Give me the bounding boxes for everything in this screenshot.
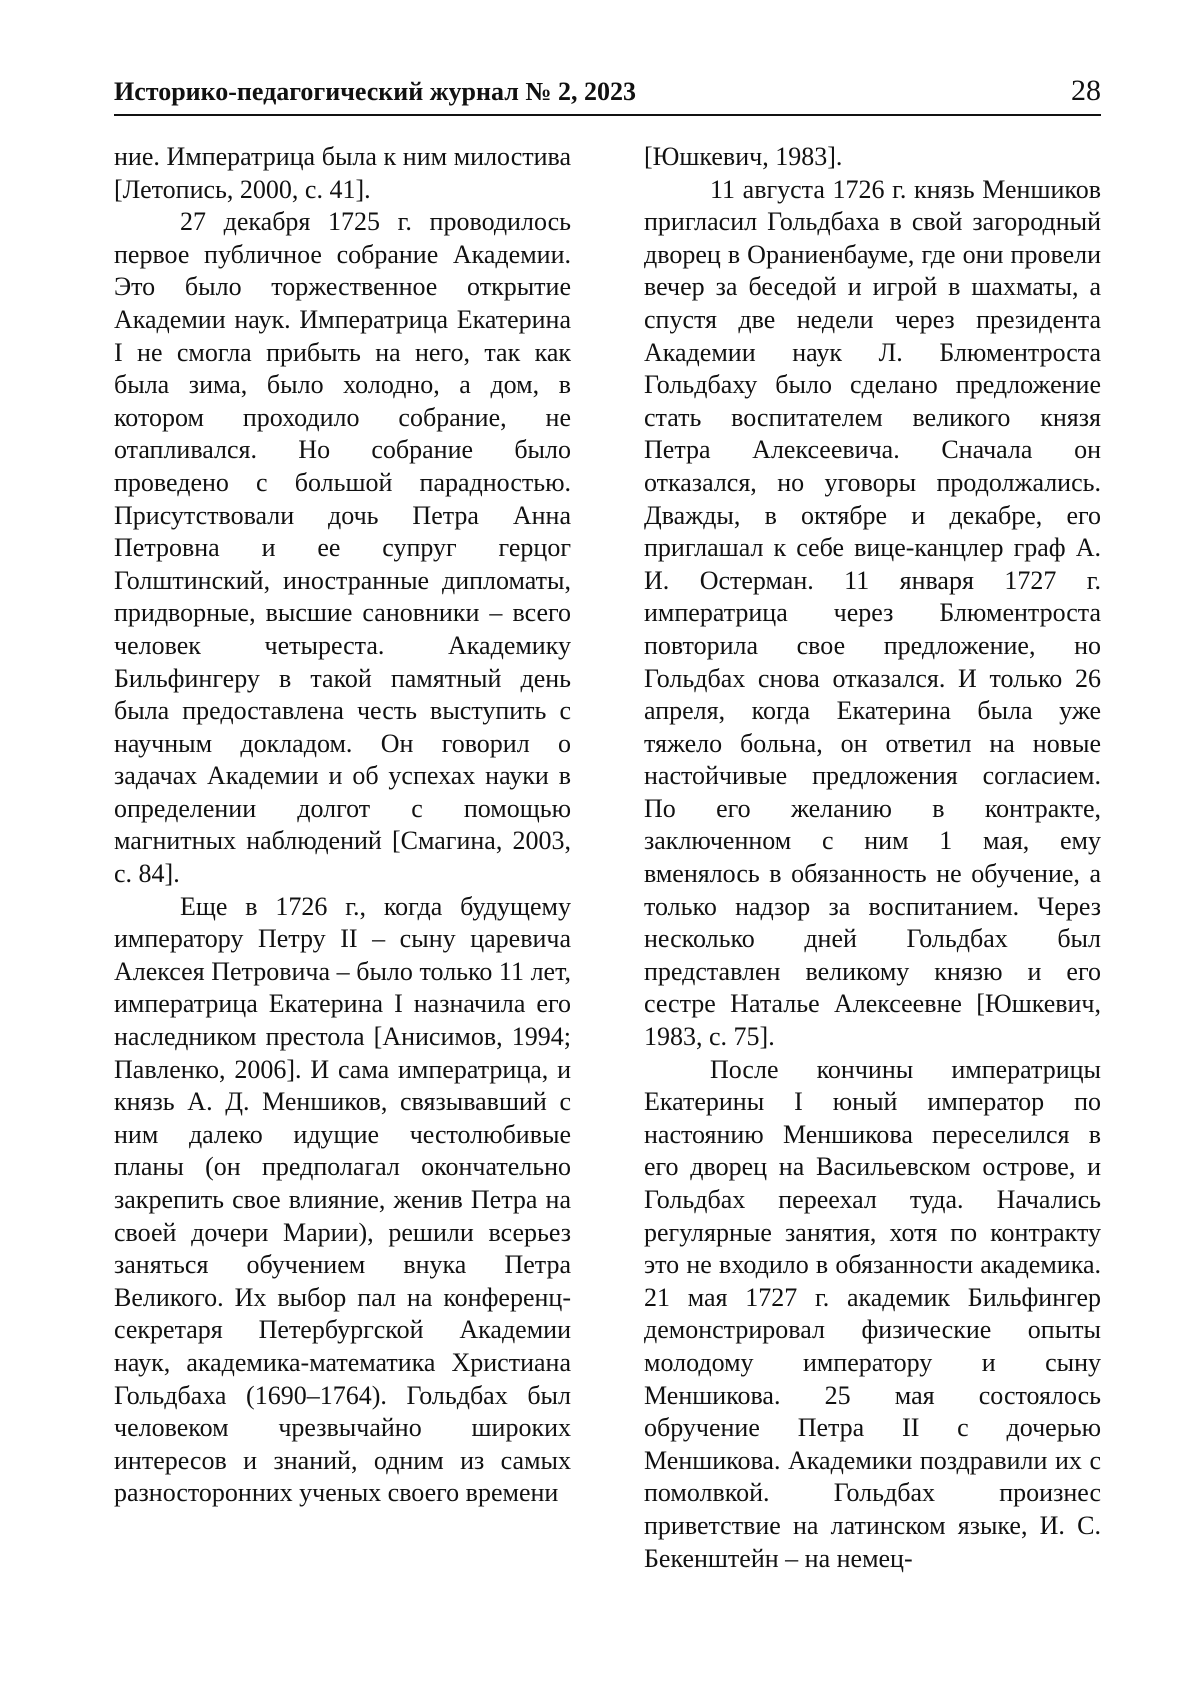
paragraph: Еще в 1726 г., когда будущему императору Петру II – сыну царевича Алексея Петровича – было только 11 лет, императрица Екатерина I назначила его наследником престола [Анисимов, 1994; Павленко, 2006]. И сама императрица, и князь А. Д. Меншиков, связывавший с ним далеко идущие честолюбивые планы (он предполагал окончательно закрепить свое влияние, женив Петра на своей дочери Марии), решили всерьез заняться обучением внука Петра Великого. Их выбор пал на конференц-секретаря Петербургской Академии наук, академика-математика Христиана Гольдбаха (1690–1764). Гольдбах был человеком чрезвычайно широких интересов и знаний, одним из самых разносторонних ученых своего времени <box>114 891 571 1508</box>
paragraph: 11 августа 1726 г. князь Меншиков пригласил Гольдбаха в свой загородный дворец в Ораниенбауме, где они провели вечер за беседой и игрой в шахматы, а спустя две недели через президента Академии наук Л. Блюментроста Гольдбаху было сделано предложение стать воспитателем великого князя Петра Алексеевича. Сначала он отказался, но уговоры продолжались. Дважды, в октябре и декабре, его приглашал к себе вице-канцлер граф А. И. Остерман. 11 января 1727 г. императрица через Блюментроста повторила свое предложение, но Гольдбах снова отказался. И только 26 апреля, когда Екатерина была уже тяжело больна, он ответил на новые настойчивые предложения согласием. По его желанию в контракте, заключенном с ним 1 мая, ему вменялось в обязанность не обучение, а только надзор за воспитанием. Через несколько дней Гольдбах был представлен великому князю и его сестре Наталье Алексеевне [Юшкевич, 1983, с. 75]. <box>644 174 1101 1052</box>
paragraph: [Юшкевич, 1983]. <box>644 142 843 171</box>
paragraph: 27 декабря 1725 г. проводилось первое публичное собрание Академии. Это было торжественное открытие Академии наук. Императрица Екатерина I не смогла прибыть на него, так как была зима, было холодно, а дом, в котором проходило собрание, не отапливался. Но собрание было проведено с большой парадностью. Присутствовали дочь Петра Анна Петровна и ее супруг герцог Голштинский, иностранные дипломаты, придворные, высшие сановники – всего человек четыреста. Академику Бильфингеру в такой памятный день была предоставлена честь выступить с научным докладом. Он говорил о задачах Академии и об успехах науки в определении долгот с помощью магнитных наблюдений [Смагина, 2003, с. 84]. <box>114 207 571 889</box>
right-column <box>644 141 1101 1575</box>
paragraph: ние. Императрица была к ним милостива [Летопись, 2000, с. 41]. <box>114 142 571 204</box>
running-header <box>114 70 1101 116</box>
paragraph: После кончины императрицы Екатерины I юный император по настоянию Меншикова переселился в его дворец на Васильевском острове, и Гольдбах переехал туда. Начались регулярные занятия, хотя по контракту это не входило в обязанности академика. 21 мая 1727 г. академик Бильфингер демонстрировал физические опыты молодому императору и сыну Меншикова. 25 мая состоялось обручение Петра II с дочерью Меншикова. Академики поздравили их с помолвкой. Гольдбах произнес приветствие на латинском языке, И. С. Бекенштейн – на немец- <box>644 1054 1101 1573</box>
left-column <box>114 141 571 1510</box>
page-number: 28 <box>1071 74 1101 107</box>
journal-title: Историко-педагогический журнал № 2, 2023 <box>114 77 636 106</box>
